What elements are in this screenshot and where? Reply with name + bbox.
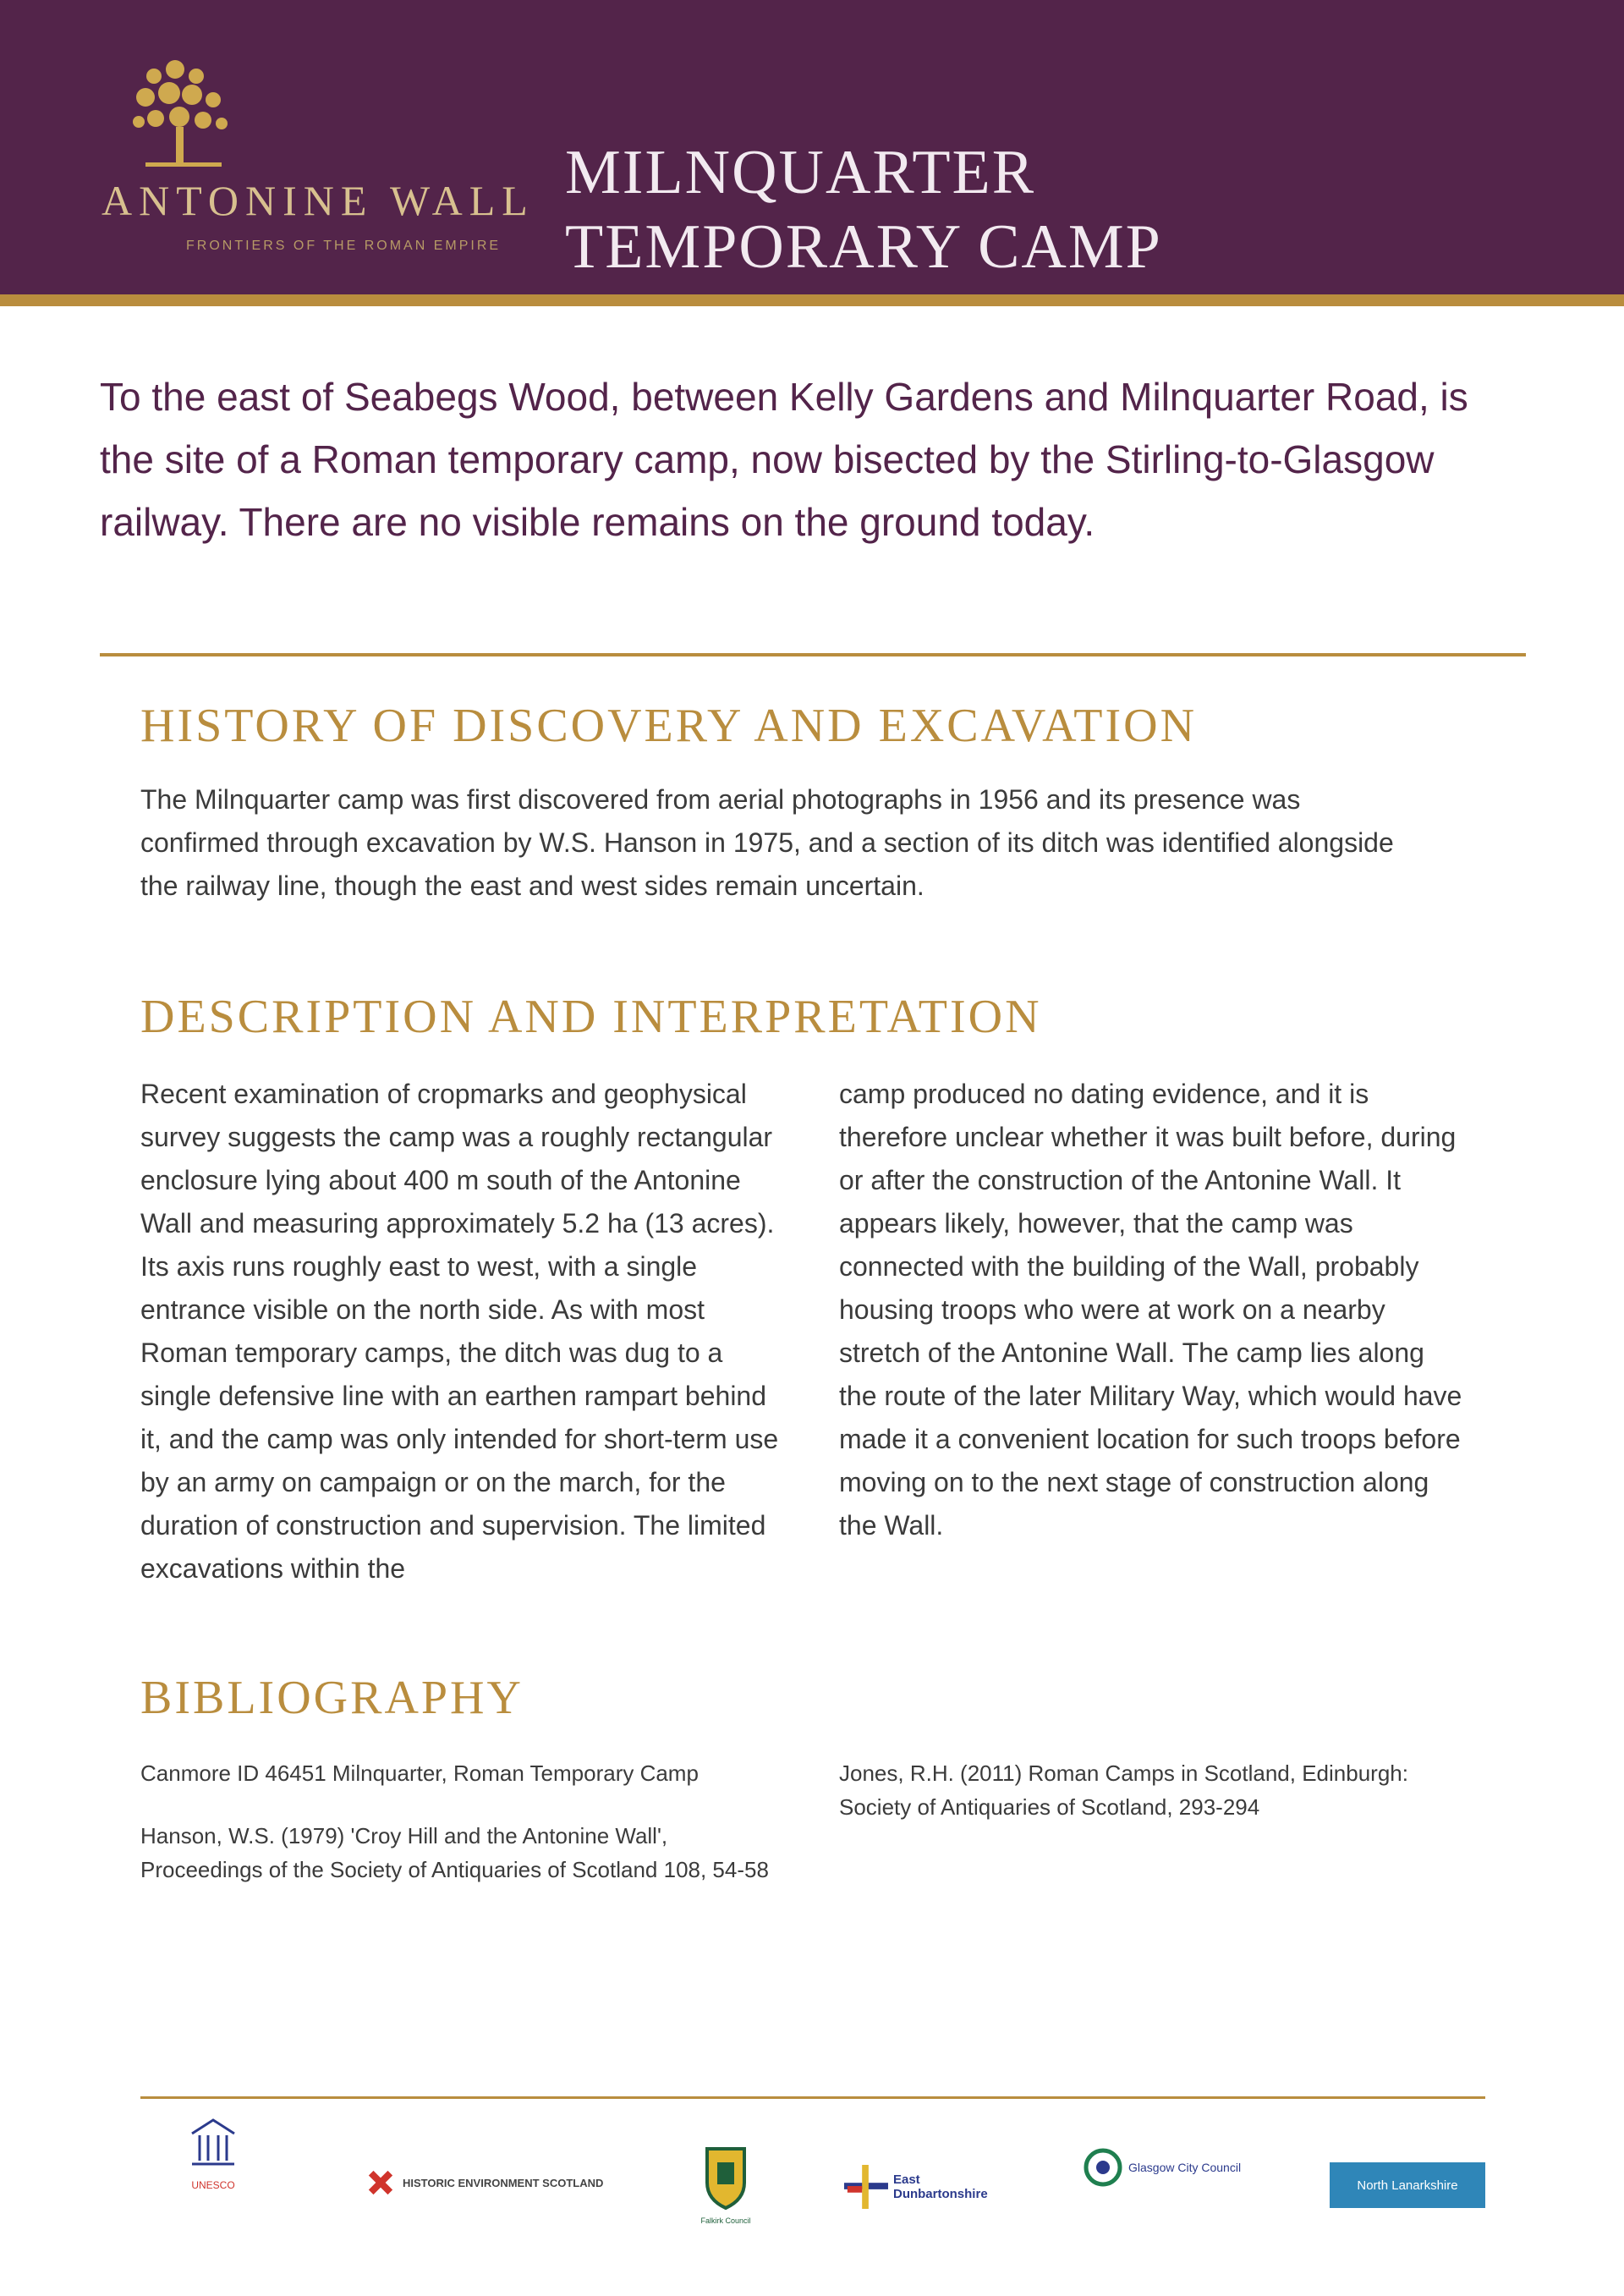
unesco-logo xyxy=(179,2115,247,2191)
bibliography-entry: Canmore ID 46451 Milnquarter, Roman Temporary Camp xyxy=(140,1760,699,1786)
unesco-temple-icon xyxy=(188,2115,239,2174)
intro-divider xyxy=(100,653,1526,656)
falkirk-council-logo xyxy=(699,2144,753,2225)
page-title-line-1: MILNQUARTER xyxy=(565,138,1036,207)
partner-name: UNESCO xyxy=(191,2179,235,2191)
history-heading: HISTORY OF DISCOVERY AND EXCAVATION xyxy=(140,700,1198,752)
footer-divider xyxy=(140,2096,1485,2099)
page-title-line-2: TEMPORARY CAMP xyxy=(565,212,1162,282)
east-dunbartonshire-mark-icon xyxy=(844,2164,888,2210)
description-column-2: camp produced no dating evidence, and it is therefore unclear whether it was built before, during or after the construction of the Antonine Wall. It appears likely, however, that the camp was connected with the building of the Wall, probably housing troops who were at work on a nearby stretch of the Antonine Wall. The camp lies along the route of the later Military Way, which would have made it a convenient location for such troops before moving on to the next stage of construction along the Wall. xyxy=(839,1079,1462,1541)
historic-environment-scotland-logo xyxy=(364,2166,609,2200)
glasgow-city-council-logo xyxy=(1083,2147,1248,2188)
intro-paragraph: To the east of Seabegs Wood, between Kelly Gardens and Milnquarter Road, is the site of a Roman temporary camp, now bisected by the Stirling-to-Glasgow railway. There are no visible remains on the ground today. xyxy=(100,375,1468,544)
east-dunbartonshire-logo xyxy=(844,2164,1013,2210)
history-text: The Milnquarter camp was first discovered from aerial photographs in 1956 and its presence was confirmed through excavation by W.S. Hanson in 1975, and a section of its ditch was identified alongside the railway line, though the east and west sides remain uncertain. xyxy=(140,784,1394,901)
falkirk-crest-icon xyxy=(702,2144,749,2211)
partner-name: Glasgow City Council xyxy=(1128,2161,1242,2174)
partner-name: Falkirk Council xyxy=(700,2216,751,2225)
bibliography-entry: Hanson, W.S. (1979) 'Croy Hill and the Antonine Wall', Proceedings of the Society of Antiquaries of Scotland 108, 54-58 xyxy=(140,1823,769,1882)
description-heading: DESCRIPTION AND INTERPRETATION xyxy=(140,991,1042,1043)
north-lanarkshire-logo xyxy=(1330,2162,1485,2208)
bibliography-right xyxy=(839,1756,1468,1853)
partner-name: East Dunbartonshire xyxy=(892,2172,988,2201)
glasgow-city-mark-icon xyxy=(1083,2147,1123,2188)
tree-emblem-icon xyxy=(95,51,281,178)
antonine-wall-logo xyxy=(95,51,535,271)
hes-mark-icon xyxy=(364,2166,398,2200)
bibliography-left xyxy=(140,1756,783,1915)
bibliography-heading: BIBLIOGRAPHY xyxy=(140,1672,524,1724)
partner-name: North Lanarkshire xyxy=(1357,2178,1458,2193)
logo-tagline: FRONTIERS OF THE ROMAN EMPIRE xyxy=(186,239,502,253)
bibliography-entry: Jones, R.H. (2011) Roman Camps in Scotland, Edinburgh: Society of Antiquaries of Scotland, 293-294 xyxy=(839,1760,1408,1820)
logo-wordmark: ANTONINE WALL xyxy=(102,177,535,224)
header-gold-rule xyxy=(0,294,1624,306)
page-title xyxy=(565,135,1162,284)
description-column-1: Recent examination of cropmarks and geophysical survey suggests the camp was a roughly rectangular enclosure lying about 400 m south of the Antonine Wall and measuring approximately 5.2 ha (13 acres). Its axis runs roughly east to west, with a single entrance visible on the north side. As with most Roman temporary camps, the ditch was dug to a single defensive line with an earthen rampart behind it, and the camp was only intended for short-term use by an army on campaign or on the march, for the duration of construction and supervision. The limited excavations within the xyxy=(140,1079,779,1584)
partner-name: HISTORIC ENVIRONMENT SCOTLAND xyxy=(403,2176,604,2189)
